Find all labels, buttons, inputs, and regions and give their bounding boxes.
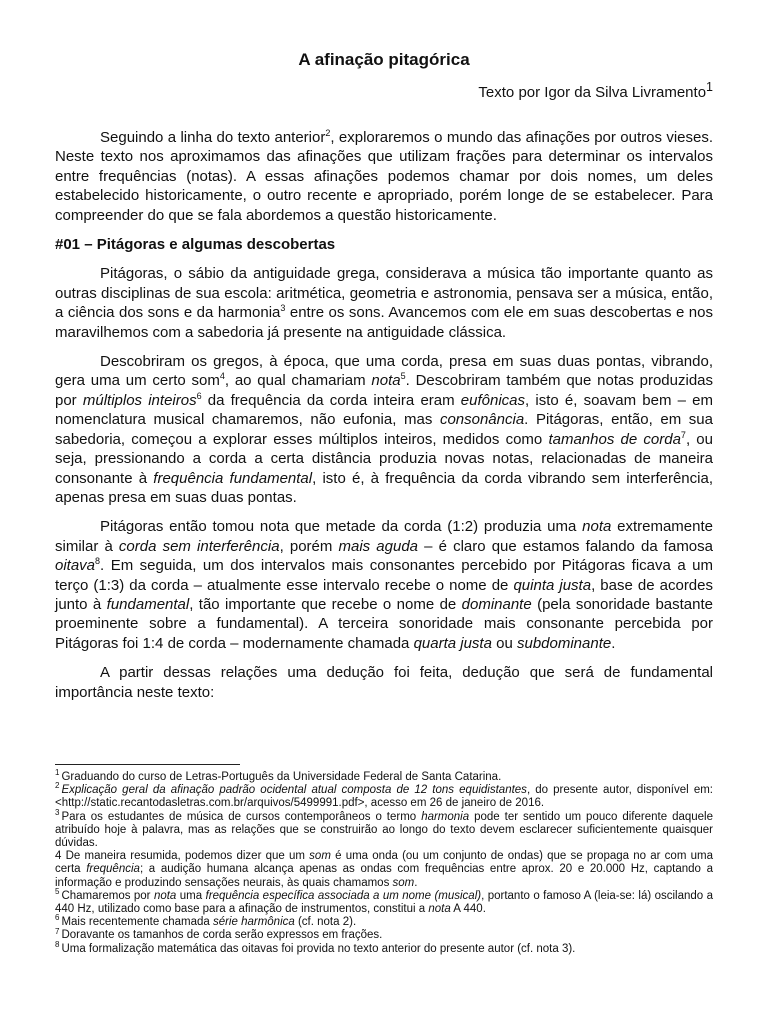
footnote-ref[interactable]: 2 [325,128,331,138]
footnote-ref[interactable]: 6 [196,390,202,401]
footnote-4: 4 De maneira resumida, podemos dizer que um som é uma onda (ou um conjunto de ondas) que se propaga no ar com uma certa frequência; a audição humana alcança apenas as ondas com frequências entre aprox. 20 e 20.000 Hz, captando a informação e produzindo sensações neurais, às quais chamamos som. [55,850,713,889]
footnote-ref[interactable]: 8 [95,556,101,567]
footnote-ref[interactable]: 7 [680,429,686,440]
paragraph-intervals: Pitágoras então tomou nota que metade da corda (1:2) produzia uma nota extremamente similar à corda sem interferência, porém mais aguda – é claro que estamos falando da famosa oitava$^8$. Em seguida, um dos intervalos mais consonantes percebido por Pitágoras ficava a um terço (1:3) da corda – atualmente esse intervalo recebe o nome de quinta justa, base de acordes junto à fundamental, tão importante que recebe o nome de dominante (pela sonoridade bastante proeminente sobre a fundamental). A terceira sonoridade mais consonante percebida por Pitágoras foi 1:4 de corda – modernamente chamada quarta justa ou subdominante. [55,518,713,652]
footnote-separator [55,764,240,765]
document-title: A afinação pitagórica [298,50,470,69]
paragraph-deduction: A partir dessas relações uma dedução foi feita, dedução que será de fundamental importância neste texto: [55,664,713,701]
footnote-6: $^6$ Mais recentemente chamada série harmônica (cf. nota 2). [55,913,357,929]
author-line [478,80,713,101]
footnote-ref[interactable]: 3 [280,303,286,314]
footnotes [55,768,713,956]
footnote-1: $^1$ Graduando do curso de Letras-Português da Universidade Federal de Santa Catarina. [55,768,502,783]
body-text [55,128,713,712]
section-heading: #01 – Pitágoras e algumas descobertas [55,236,336,254]
paragraph-intro: Seguindo a linha do texto anterior$^2$, exploraremos o mundo das afinações por outros vieses. Neste texto nos aproximamos das afinações que utilizam frações para determinar os intervalos entre frequências (notas). A essas afinações podemos chamar por dois nomes, um deles estabelecido historicamente, o outro recente e apropriado, porém longe de se estabelecer. Para compreender do que se fala abordemos a questão historicamente. [55,128,714,224]
paragraph-pythagoras: Pitágoras, o sábio da antiguidade grega, considerava a música tão importante quanto as outras disciplinas de sua escola: aritmética, geometria e astronomia, pensava ser a música, então, a ciência dos sons e da harmonia$^3$ entre os sons. Avancemos com ele em suas descobertas e nos maravilhemos com a sabedoria já presente na antiguidade clássica. [55,265,713,341]
footnote-3: $^3$ Para os estudantes de música de cursos contemporâneos o termo harmonia pode ter sentido um pouco diferente daquele atribuído hoje à palavra, mas as relações que se construirão ao longo do texto devem esclarecer suficientemente quaisquer dúvidas. [55,807,713,850]
footnote-5: $^5$ Chamaremos por nota uma frequência específica associada a um nome (musical), portanto o famoso A (leia-se: lá) oscilando a 440 Hz, utilizado como base para a afinação de instrumentos, constitui a nota A 440. [55,887,713,916]
footnote-ref[interactable]: 5 [400,371,406,382]
footnote-ref[interactable]: 1 [706,80,713,94]
paragraph-discoveries: Descobriram os gregos, à época, que uma corda, presa em suas duas pontas, vibrando, gera uma um certo som$^4$, ao qual chamariam nota$^5$. Descobriram também que notas produzidas por múltiplos inteiros$^6$ da frequência da corda inteira eram eufônicas, isto é, soavam bem – em nomenclatura musical chamaremos, não eufonia, mas consonância. Pitágoras, então, em sua sabedoria, começou a explorar esses múltiplos inteiros, medidos como tamanhos de corda$^7$, ou seja, pressionando a corda a certa distância produzia novas notas, relacionadas de maneira consonante à frequência fundamental, isto é, à frequência da corda vibrando sem interferência, apenas presa em suas duas pontas. [55,353,714,506]
footnote-7: $^7$ Doravante os tamanhos de corda serão expressos em frações. [55,926,383,942]
footnote-2: $^2$ Explicação geral da afinação padrão ocidental atual composta de 12 tons equidistantes, do presente autor, disponível em: <http://static.recantodasletras.com.br/arquivos/5499991.pdf>, acesso em 26 de janeiro de 2016. [55,781,713,810]
footnote-8: $^8$ Uma formalização matemática das oitavas foi provida no texto anterior do presente autor (cf. nota 3). [55,939,576,955]
footnote-ref[interactable]: 4 [219,371,225,382]
author-text: Texto por Igor da Silva Livramento [478,84,707,101]
